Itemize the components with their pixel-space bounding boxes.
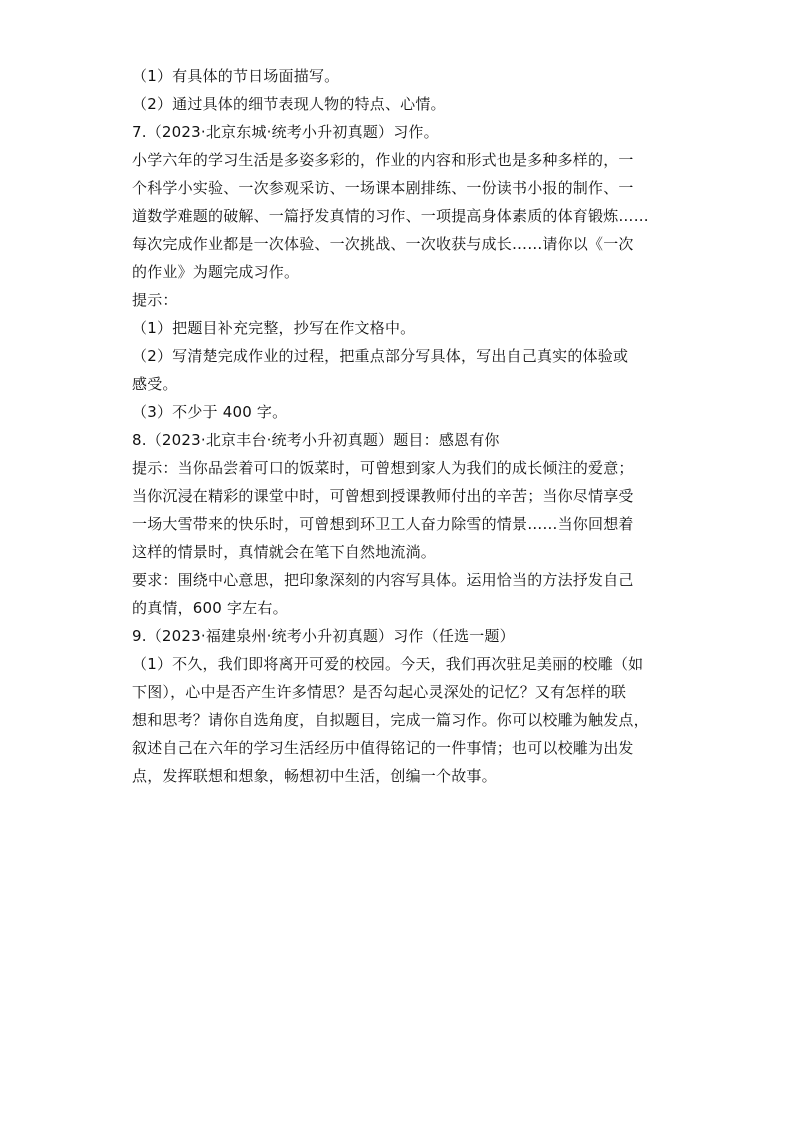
question-heading: 9.（2023·福建泉州·统考小升初真题）习作（任选一题） [132, 627, 515, 645]
text-line: （1）把题目补充完整，抄写在作文格中。 [132, 319, 416, 337]
text-line: 提示：当你品尝着可口的饭菜时，可曾想到家人为我们的成长倾注的爱意； [132, 459, 634, 477]
text-line: （1）有具体的节日场面描写。 [132, 67, 340, 85]
text-line: 点，发挥联想和想象，畅想初中生活，创编一个故事。 [132, 767, 497, 785]
text-line: 每次完成作业都是一次体验、一次挑战、一次收获与成长……请你以《一次 [132, 235, 634, 253]
text-line: （2）通过具体的细节表现人物的特点、心情。 [132, 95, 446, 113]
document-page [132, 62, 664, 790]
text-line: 的作业》为题完成习作。 [132, 263, 300, 281]
text-line: 当你沉浸在精彩的课堂中时，可曾想到授课教师付出的辛苦；当你尽情享受 [132, 487, 634, 505]
text-line: 小学六年的学习生活是多姿多彩的，作业的内容和形式也是多种多样的，一 [132, 151, 634, 169]
text-line: 要求：围绕中心意思，把印象深刻的内容写具体。运用恰当的方法抒发自己 [132, 571, 634, 589]
text-line: 叙述自己在六年的学习生活经历中值得铭记的一件事情；也可以校雕为出发 [132, 739, 634, 757]
text-line: 提示： [132, 291, 178, 309]
text-line: 这样的情景时，真情就会在笔下自然地流淌。 [132, 543, 437, 561]
text-line: 感受。 [132, 375, 178, 393]
text-line: （1）不久，我们即将离开可爱的校园。今天，我们再次驻足美丽的校雕（如 [132, 655, 644, 673]
question-heading: 8.（2023·北京丰台·统考小升初真题）题目：感恩有你 [132, 431, 500, 449]
text-line: （3）不少于 400 字。 [132, 403, 288, 421]
text-line: 的真情，600 字左右。 [132, 599, 288, 617]
text-line: 个科学小实验、一次参观采访、一场课本剧排练、一份读书小报的制作、一 [132, 179, 634, 197]
text-line: 一场大雪带来的快乐时，可曾想到环卫工人奋力除雪的情景……当你回想着 [132, 515, 634, 533]
question-heading: 7.（2023·北京东城·统考小升初真题）习作。 [132, 123, 439, 141]
text-line: 下图），心中是否产生许多情思？是否勾起心灵深处的记忆？又有怎样的联 [132, 683, 627, 701]
text-line: （2）写清楚完成作业的过程，把重点部分写具体，写出自己真实的体验或 [132, 347, 629, 365]
text-line: 想和思考？请你自选角度，自拟题目，完成一篇习作。你可以校雕为触发点， [132, 711, 649, 729]
text-line: 道数学难题的破解、一篇抒发真情的习作、一项提高身体素质的体育锻炼…… [132, 207, 649, 225]
